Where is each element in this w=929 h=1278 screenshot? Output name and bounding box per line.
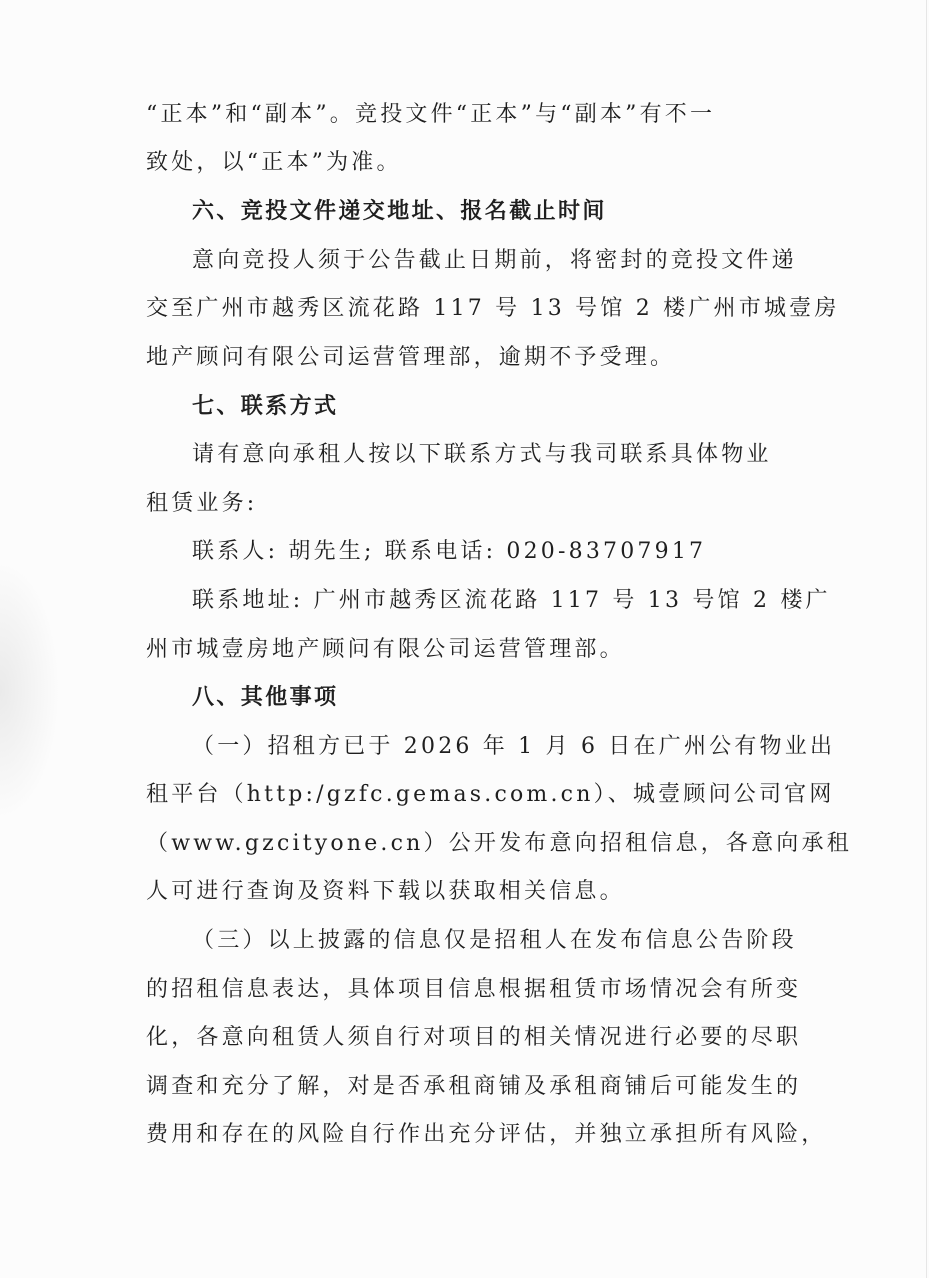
contact-person-line: 联系人: 胡先生; 联系电话: 020-83707917 [192, 539, 707, 564]
body-text-line: 致处，以“正本”为准。 [146, 150, 402, 175]
body-text-line: （三）以上披露的信息仅是招租人在发布信息公告阶段 [192, 928, 797, 953]
page-edge [926, 0, 927, 1278]
body-text-line: 租平台（http:/gzfc.gemas.com.cn）、城壹顾问公司官网 [146, 782, 835, 807]
body-text-line: 调查和充分了解，对是否承租商铺及承租商铺后可能发生的 [146, 1074, 802, 1099]
body-text-line: 租赁业务: [146, 491, 258, 516]
body-text-line: （www.gzcityone.cn）公开发布意向招租信息，各意向承租 [146, 831, 852, 856]
body-text-line: 费用和存在的风险自行作出充分评估，并独立承担所有风险， [146, 1122, 827, 1147]
body-text-line: （一）招租方已于 2026 年 1 月 6 日在广州公有物业出 [192, 734, 836, 759]
body-text-line: 化，各意向租赁人须自行对项目的相关情况进行必要的尽职 [146, 1025, 802, 1050]
body-text-line: 意向竞投人须于公告截止日期前，将密封的竞投文件递 [192, 248, 797, 273]
body-text-line: 交至广州市越秀区流花路 117 号 13 号馆 2 楼广州市城壹房 [146, 296, 840, 321]
section-heading-6: 六、竞投文件递交地址、报名截止时间 [192, 199, 607, 224]
section-heading-7: 七、联系方式 [192, 394, 339, 419]
body-text-line: 请有意向承租人按以下联系方式与我司联系具体物业 [192, 442, 772, 467]
body-text-line: 地产顾问有限公司运营管理部，逾期不予受理。 [146, 345, 676, 370]
body-text-line: 州市城壹房地产顾问有限公司运营管理部。 [146, 637, 625, 662]
contact-address-line: 联系地址: 广州市越秀区流花路 117 号 13 号馆 2 楼广 [192, 588, 831, 613]
body-text-line: “正本”和“副本”。竞投文件“正本”与“副本”有不一 [146, 102, 716, 127]
body-text-line: 的招租信息表达，具体项目信息根据租赁市场情况会有所变 [146, 977, 802, 1002]
section-heading-8: 八、其他事项 [192, 685, 339, 710]
body-text-line: 人可进行查询及资料下载以获取相关信息。 [146, 879, 625, 904]
scan-shadow [0, 560, 60, 820]
